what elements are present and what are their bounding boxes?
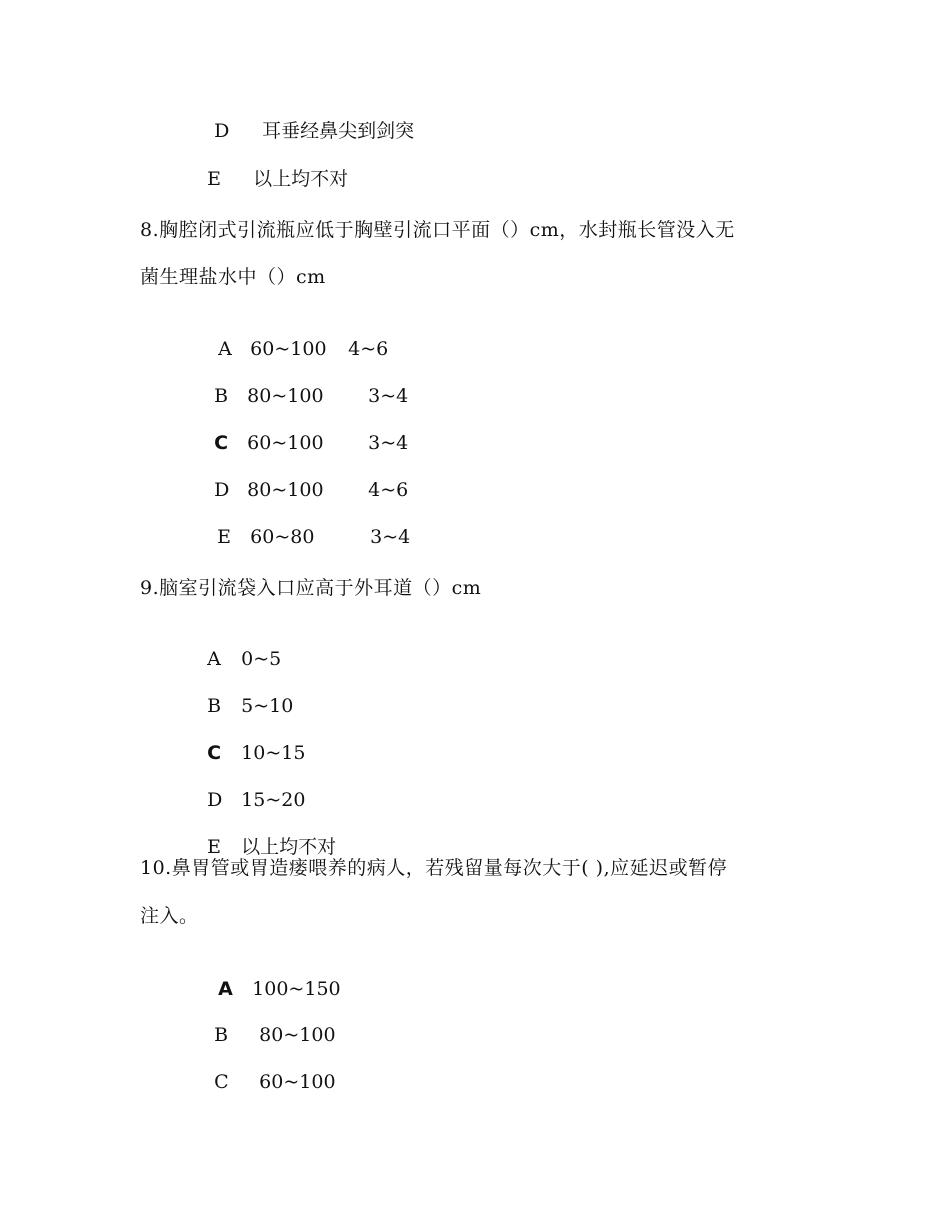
option-text: 100~150	[252, 978, 341, 1000]
option-text: 80~100	[259, 1024, 336, 1046]
question-10-text-cont: 注入。	[140, 905, 199, 927]
option-letter: B	[207, 695, 222, 717]
option-letter: A	[218, 978, 233, 1000]
option-letter: E	[217, 526, 232, 548]
option-letter: B	[214, 1024, 229, 1046]
option-text: 以上均不对	[241, 836, 337, 858]
question-8-text-cont: 菌生理盐水中（）cm	[140, 266, 326, 288]
option-text: 5~10	[241, 695, 294, 717]
question-8-option-e	[193, 501, 410, 573]
option-value-1: 60~100	[250, 338, 327, 360]
option-letter: A	[218, 338, 232, 360]
option-value-2: 3~4	[370, 526, 411, 548]
option-letter: E	[207, 168, 222, 190]
option-text: 0~5	[241, 648, 282, 670]
option-letter: C	[214, 432, 229, 454]
option-text: 60~100	[259, 1071, 336, 1093]
option-letter: D	[214, 120, 230, 142]
option-value-2: 4~6	[368, 479, 409, 501]
option-text: 10~15	[241, 742, 306, 764]
option-value-2: 3~4	[368, 432, 409, 454]
option-value-2: 3~4	[368, 385, 409, 407]
option-value-1: 80~100	[247, 479, 324, 501]
option-letter: C	[214, 1071, 229, 1093]
option-value-1: 80~100	[247, 385, 324, 407]
option-letter: A	[207, 648, 221, 670]
option-letter: B	[214, 385, 229, 407]
option-value-1: 60~80	[250, 526, 315, 548]
option-letter: C	[207, 742, 222, 764]
option-letter: E	[207, 836, 222, 858]
option-e	[183, 143, 348, 215]
question-8-text: 8.胸腔闭式引流瓶应低于胸壁引流口平面（）cm，水封瓶长管没入无	[140, 219, 735, 241]
option-value-2: 4~6	[348, 338, 389, 360]
option-letter: D	[214, 479, 230, 501]
option-text: 15~20	[241, 789, 306, 811]
question-10-option-c	[190, 1046, 336, 1118]
question-10-text: 10.鼻胃管或胃造瘘喂养的病人，若残留量每次大于( ),应延迟或暂停	[140, 857, 728, 879]
option-text: 耳垂经鼻尖到剑突	[262, 120, 415, 142]
option-text: 以上均不对	[253, 168, 349, 190]
question-9-text: 9.脑室引流袋入口应高于外耳道（）cm	[140, 577, 482, 599]
option-letter: D	[207, 789, 223, 811]
option-value-1: 60~100	[247, 432, 324, 454]
